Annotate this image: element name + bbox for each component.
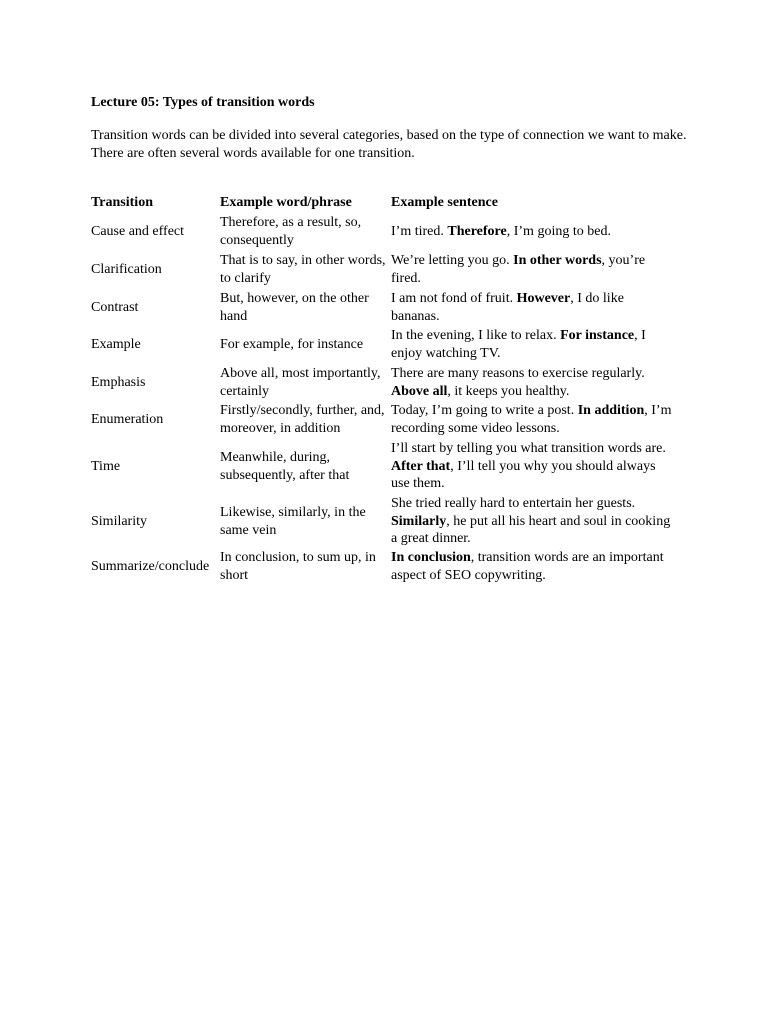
table-row bbox=[89, 326, 677, 364]
example-sentence-cell bbox=[389, 439, 677, 494]
sentence-text: I’m tired. bbox=[391, 224, 448, 240]
header-example-word: Example word/phrase bbox=[220, 195, 352, 211]
example-word-cell: Above all, most importantly, certainly bbox=[220, 365, 381, 399]
sentence-text: She tried really hard to entertain her guests. bbox=[391, 496, 636, 512]
table-row bbox=[89, 213, 677, 251]
sentence-text: , I’ll tell you why you should always use them. bbox=[391, 458, 656, 492]
table-header-row bbox=[89, 193, 677, 213]
document-title: Lecture 05: Types of transition words bbox=[91, 95, 315, 110]
table-row bbox=[89, 364, 677, 401]
table-row bbox=[89, 251, 677, 289]
table-row bbox=[89, 289, 677, 326]
sentence-text: I am not fond of fruit. bbox=[391, 290, 517, 306]
example-sentence-cell bbox=[389, 364, 677, 401]
sentence-highlight: For instance bbox=[560, 328, 635, 344]
example-sentence-cell bbox=[389, 494, 677, 549]
example-word-cell: For example, for instance bbox=[220, 337, 364, 353]
intro-paragraph: Transition words can be divided into several categories, based on the type of connection we want to make. There are often several words available for one transition. bbox=[91, 128, 687, 161]
sentence-text: , I’m recording some video lessons. bbox=[391, 403, 672, 436]
sentence-highlight: After that bbox=[391, 458, 451, 474]
sentence-highlight: However bbox=[516, 290, 571, 306]
example-sentence-cell bbox=[389, 401, 677, 439]
sentence-highlight: In other words bbox=[513, 253, 602, 269]
transition-cell: Summarize/conclude bbox=[91, 559, 210, 575]
example-word-cell: In conclusion, to sum up, in short bbox=[220, 550, 376, 583]
transition-words-table bbox=[89, 193, 677, 585]
example-sentence-cell bbox=[389, 213, 677, 251]
sentence-text: , it keeps you healthy. bbox=[447, 383, 570, 399]
sentence-text: , I enjoy watching TV. bbox=[391, 328, 646, 361]
transition-cell: Enumeration bbox=[91, 412, 164, 428]
transition-cell: Contrast bbox=[91, 299, 139, 315]
example-sentence-cell bbox=[389, 326, 677, 364]
sentence-text: We’re letting you go. bbox=[391, 253, 514, 269]
sentence-text: I’ll start by telling you what transition words are. bbox=[391, 441, 666, 457]
transition-cell: Example bbox=[91, 337, 141, 353]
transition-cell: Clarification bbox=[91, 262, 162, 278]
sentence-highlight: In addition bbox=[577, 403, 645, 419]
example-sentence-cell bbox=[389, 289, 677, 326]
example-word-cell: Meanwhile, during, subsequently, after that bbox=[220, 449, 350, 483]
example-sentence-cell bbox=[389, 251, 677, 289]
header-example-sentence: Example sentence bbox=[391, 195, 498, 211]
sentence-text: , transition words are an important aspect of SEO copywriting. bbox=[391, 550, 664, 583]
example-word-cell: But, however, on the other hand bbox=[220, 290, 369, 324]
example-word-cell: Firstly/secondly, further, and, moreover, in addition bbox=[220, 403, 385, 436]
sentence-highlight: Therefore bbox=[447, 224, 507, 240]
transition-cell: Time bbox=[91, 458, 121, 474]
example-word-cell: Likewise, similarly, in the same vein bbox=[220, 504, 366, 538]
sentence-text: , you’re fired. bbox=[391, 253, 646, 286]
header-transition: Transition bbox=[91, 195, 153, 211]
table-row bbox=[89, 494, 677, 549]
example-sentence-cell bbox=[389, 549, 677, 585]
example-word-cell: Therefore, as a result, so, consequently bbox=[220, 215, 362, 248]
sentence-highlight: Above all bbox=[391, 383, 448, 399]
table-row bbox=[89, 549, 677, 585]
sentence-highlight: Similarly bbox=[391, 513, 447, 529]
sentence-text: There are many reasons to exercise regularly. bbox=[391, 365, 645, 381]
sentence-text: , I’m going to bed. bbox=[506, 224, 611, 240]
sentence-highlight: In conclusion bbox=[391, 550, 471, 566]
table-row bbox=[89, 439, 677, 494]
sentence-text: Today, I’m going to write a post. bbox=[391, 403, 578, 419]
sentence-text: , I do like bananas. bbox=[391, 290, 624, 324]
transition-cell: Emphasis bbox=[91, 374, 146, 390]
transition-cell: Cause and effect bbox=[91, 224, 185, 240]
sentence-text: , he put all his heart and soul in cooking a great dinner. bbox=[391, 513, 671, 547]
transition-cell: Similarity bbox=[91, 513, 147, 529]
example-word-cell: That is to say, in other words, to clarify bbox=[220, 253, 386, 286]
sentence-text: In the evening, I like to relax. bbox=[391, 328, 561, 344]
table-row bbox=[89, 401, 677, 439]
